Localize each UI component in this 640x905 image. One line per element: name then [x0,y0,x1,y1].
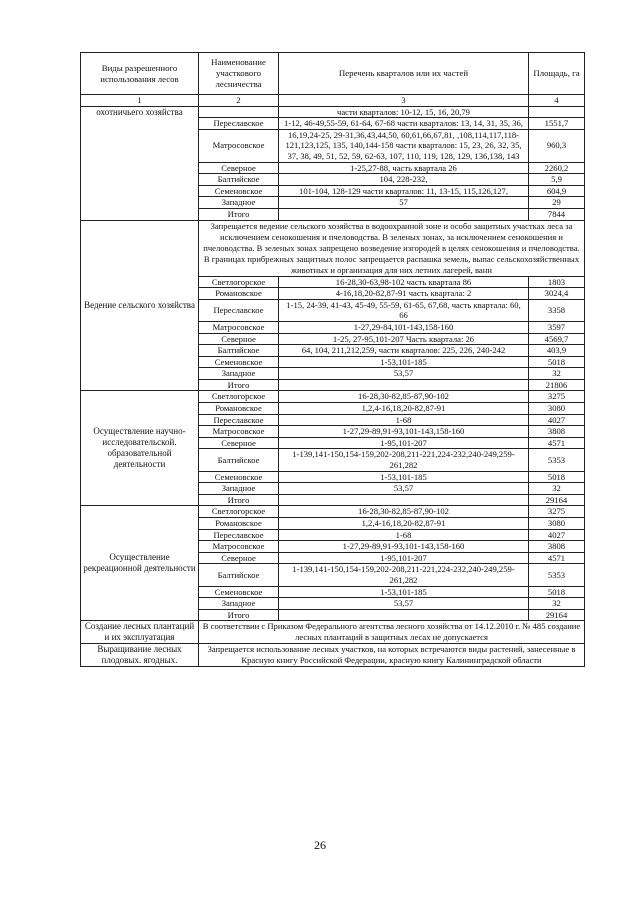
quarters-cell: 16-28,30-82,85-87,90-102 [279,391,529,403]
area-cell: 32 [529,368,585,380]
forestry-cell: Северное [199,333,279,345]
area-cell: 5353 [529,449,585,471]
quarters-cell: 1,2,4-16,18,20-82,87-91 [279,518,529,530]
quarters-cell: 1,2,4-16,18,20-82,87-91 [279,403,529,415]
area-cell: 5018 [529,471,585,483]
col-number: 2 [199,95,279,107]
quarters-cell: 4-16,18,20-82,87-91 часть квартала: 2 [279,288,529,300]
forestry-cell: Переславское [199,414,279,426]
quarters-cell: 53,57 [279,598,529,610]
quarters-cell: 1-27,29-84,101-143,158-160 [279,321,529,333]
use-type-cell: Ведение сельского хозяйства [81,220,199,391]
restriction-row [81,644,585,667]
col-number: 4 [529,95,585,107]
area-cell: 3024,4 [529,288,585,300]
quarters-cell [279,609,529,621]
quarters-cell: 1-95,101-207 [279,552,529,564]
area-cell: 29 [529,197,585,209]
forestry-cell: Северное [199,162,279,174]
use-type-cell: Осуществление научно-исследовательской. образовательной деятельности [81,391,199,506]
quarters-cell: 1-139,141-150,154-159,202-208,211-221,224-232,240-249,259-261,282 [279,564,529,586]
forestry-cell: Светлогорское [199,506,279,518]
area-cell: 4571 [529,552,585,564]
forestry-cell: Итого [199,494,279,506]
forestry-cell: Переславское [199,299,279,321]
area-cell: 3080 [529,518,585,530]
header-row [81,53,585,95]
quarters-cell: 101-104, 128-129 части кварталов: 11, 13-15, 115,126,127, [279,185,529,197]
area-cell: 5,9 [529,174,585,186]
area-cell: 3275 [529,391,585,403]
quarters-cell: 53,57 [279,368,529,380]
quarters-cell: 16-28,30-82,85-87,90-102 [279,506,529,518]
forestry-cell: Итого [199,379,279,391]
header-area: Площадь, га [529,53,585,95]
area-cell: 960,3 [529,129,585,162]
col-number: 1 [81,95,199,107]
forest-use-table [80,52,585,667]
restriction-note: Запрещается использование лесных участков, на которых встречаются виды растений, занесенные в Красную книгу Российской Федерации, красную книгу Калининградской области [199,644,585,667]
quarters-cell: 1-53,101-185 [279,471,529,483]
forestry-cell: Западное [199,483,279,495]
area-cell: 3275 [529,506,585,518]
restriction-note: В соответствии с Приказом Федерального агентства лесного хозяйства от 14.12.2010 г. № 485 создание лесных плантаций в защитных лесах не допускается [199,621,585,644]
quarters-cell [279,208,529,220]
quarters-cell: 64, 104, 211,212,259, части кварталов: 225, 226, 240-242 [279,345,529,357]
area-cell: 29164 [529,609,585,621]
area-cell: 403,9 [529,345,585,357]
table-body [81,106,585,667]
forestry-cell: Матросовское [199,321,279,333]
area-cell: 3808 [529,426,585,438]
forestry-cell [199,106,279,118]
area-cell: 4569,7 [529,333,585,345]
forestry-cell: Балтийское [199,564,279,586]
area-cell: 604,9 [529,185,585,197]
area-cell: 3358 [529,299,585,321]
forestry-cell: Светлогорское [199,276,279,288]
area-cell: 4571 [529,437,585,449]
forestry-cell: Семеновское [199,356,279,368]
forestry-cell: Итого [199,208,279,220]
restriction-note: Запрещается ведение сельского хозяйства в водоохранной зоне и особо защитных участках леса за исключением сенокошения и пчеловодства. В зеленых зонах, за исключением сенокошения и пчеловодства. В зеленых зонах запрещено возведение изгородей в целях сенокошения и пчеловодства. В границах прибрежных защитных полос запрещается распашка земель, выпас сельскохозяйственных животных и организация для них летних лагерей, ванн [199,220,585,276]
forestry-cell: Светлогорское [199,391,279,403]
restriction-row [81,220,585,276]
quarters-cell: 1-68 [279,414,529,426]
quarters-cell [279,494,529,506]
forestry-cell: Западное [199,368,279,380]
forestry-cell: Романовское [199,518,279,530]
header-forestry: Наименование участкового лесничества [199,53,279,95]
quarters-cell: 1-27,29-89,91-93,101-143,158-160 [279,541,529,553]
area-cell: 21806 [529,379,585,391]
use-type-cell: Выращивание лесных плодовых. ягодных. [81,644,199,667]
use-type-cell: Создание лесных плантаций и их эксплуатация [81,621,199,644]
quarters-cell: 1-12, 46-49,55-59, 61-64, 67-68 части кварталов: 13, 14, 31, 35, 36, [279,118,529,130]
area-cell: 5353 [529,564,585,586]
table-row [81,106,585,118]
quarters-cell: 1-53,101-185 [279,356,529,368]
forestry-cell: Семеновское [199,586,279,598]
area-cell: 1551,7 [529,118,585,130]
quarters-cell: 1-27,29-89,91-93,101-143,158-160 [279,426,529,438]
forestry-cell: Балтийское [199,174,279,186]
forestry-cell: Северное [199,437,279,449]
area-cell: 3080 [529,403,585,415]
forestry-cell: Матросовское [199,426,279,438]
quarters-cell: 1-95,101-207 [279,437,529,449]
forestry-cell: Матросовское [199,541,279,553]
quarters-cell: 16,19,24-25, 29-31,36,43,44,50, 60,61,66,67,81, ,108,114,117,118-121,123,125, 135, 140,144-158 части кварталов: 15, 23, 26, 32, 35, 37, 38, 49, 51, 52, 59, 62-63, 107, 110, 119, 128, 129, 136,138, 143 [279,129,529,162]
header-use-type: Виды разрешенного использования лесов [81,53,199,95]
col-number: 3 [279,95,529,107]
forestry-cell: Семеновское [199,471,279,483]
area-cell [529,106,585,118]
table-row [81,391,585,403]
area-cell: 2260,2 [529,162,585,174]
area-cell: 32 [529,598,585,610]
forestry-cell: Итого [199,609,279,621]
header-quarters: Перечень кварталов или их частей [279,53,529,95]
forestry-cell: Балтийское [199,345,279,357]
area-cell: 4027 [529,414,585,426]
area-cell: 1803 [529,276,585,288]
quarters-cell: 53,57 [279,483,529,495]
area-cell: 7844 [529,208,585,220]
forestry-cell: Западное [199,598,279,610]
quarters-cell: 1-15, 24-39, 41-43, 45-49, 55-59, 61-65, 67,68, часть квартала: 60, 66 [279,299,529,321]
use-type-cell: Осуществление рекреационной деятельности [81,506,199,621]
quarters-cell: 1-25, 27-95,101-207 Часть квартала: 26 [279,333,529,345]
quarters-cell: 1-53,101-185 [279,586,529,598]
use-type-cell: охотничьего хозяйства [81,106,199,220]
forestry-cell: Романовское [199,288,279,300]
forestry-cell: Романовское [199,403,279,415]
forestry-cell: Балтийское [199,449,279,471]
forestry-cell: Переславское [199,118,279,130]
quarters-cell: 1-139,141-150,154-159,202-208,211-221,224-232,240-249,259-261,282 [279,449,529,471]
forestry-cell: Северное [199,552,279,564]
quarters-cell [279,379,529,391]
quarters-cell: 16-28,30-63,98-102 часть квартала 86 [279,276,529,288]
page-number: 26 [314,838,326,852]
area-cell: 4027 [529,529,585,541]
forestry-cell: Западное [199,197,279,209]
forestry-cell: Переславское [199,529,279,541]
area-cell: 32 [529,483,585,495]
forestry-cell: Семеновское [199,185,279,197]
forestry-cell: Матросовское [199,129,279,162]
quarters-cell: 1-25,27-88, часть квартала 26 [279,162,529,174]
table-row [81,506,585,518]
quarters-cell: 1-68 [279,529,529,541]
area-cell: 5018 [529,586,585,598]
area-cell: 3808 [529,541,585,553]
quarters-cell: части кварталов: 10-12, 15, 16, 20,79 [279,106,529,118]
area-cell: 5018 [529,356,585,368]
restriction-row [81,621,585,644]
column-number-row [81,95,585,107]
quarters-cell: 57 [279,197,529,209]
area-cell: 3597 [529,321,585,333]
area-cell: 29164 [529,494,585,506]
quarters-cell: 104, 228-232, [279,174,529,186]
